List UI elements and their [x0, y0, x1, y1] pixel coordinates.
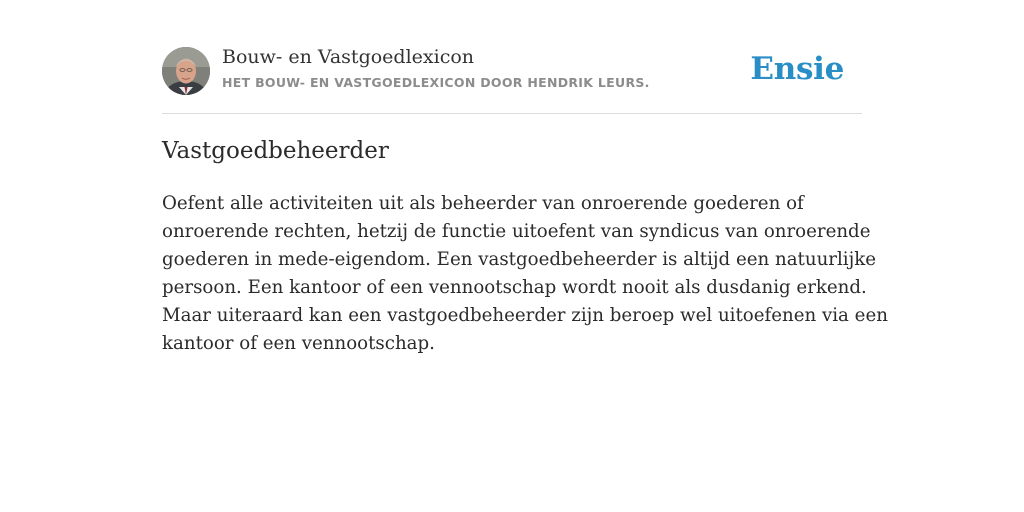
definition-line: Oefent alle activiteiten uit als beheerder van onroerende goederen of	[162, 193, 804, 214]
definition-line: onroerende rechten, hetzij de functie uitoefent van syndicus van onroerende	[162, 221, 871, 242]
definition-line: persoon. Een kantoor of een vennootschap wordt nooit als dusdanig erkend.	[162, 277, 867, 298]
definition-line: goederen in mede-eigendom. Een vastgoedbeheerder is altijd een natuurlijke	[162, 249, 877, 270]
source-header	[162, 46, 862, 96]
header-divider	[162, 113, 862, 114]
ensie-logo[interactable]: Ensie	[750, 51, 844, 87]
source-subtitle: HET BOUW- EN VASTGOEDLEXICON DOOR HENDRIK LEURS.	[222, 75, 650, 90]
definition-line: kantoor of een vennootschap.	[162, 333, 435, 354]
author-avatar[interactable]	[162, 47, 210, 95]
definition-line: Maar uiteraard kan een vastgoedbeheerder zijn beroep wel uitoefenen via een	[162, 305, 888, 326]
entry-title: Vastgoedbeheerder	[162, 138, 389, 164]
author-portrait-icon	[162, 47, 210, 95]
definition-text	[162, 190, 888, 358]
source-title[interactable]: Bouw- en Vastgoedlexicon	[222, 46, 475, 68]
